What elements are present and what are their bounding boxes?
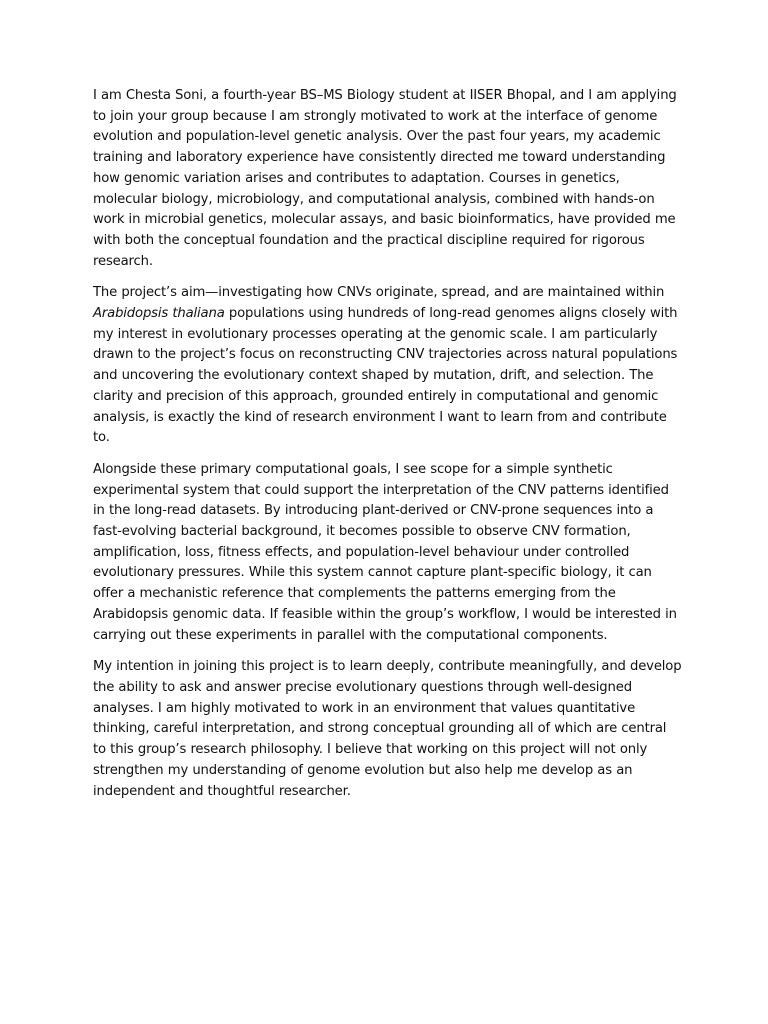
species-name-italic: Arabidopsis thaliana xyxy=(93,306,225,322)
letter-body xyxy=(93,86,683,813)
paragraph-experimental-system: Alongside these primary computational goals, I see scope for a simple synthetic experimental system that could support the interpretation of the CNV patterns identified in the long-read datasets. By introducing plant-derived or CNV-prone sequences into a fast-evolving bacterial background, it becomes possible to observe CNV formation, amplification, loss, fitness effects, and population-level behaviour under controlled evolutionary pressures. While this system cannot capture plant-specific biology, it can offer a mechanistic reference that complements the patterns emerging from the Arabidopsis genomic data. If feasible within the group’s workflow, I would be interested in carrying out these experiments in parallel with the computational components. xyxy=(93,461,677,643)
paragraph-project-aim-part1: The project’s aim—investigating how CNVs originate, spread, and are maintained within xyxy=(93,285,665,301)
paragraph-project-aim-part2: populations using hundreds of long-read genomes aligns closely with my interest in evolutionary processes operating at the genomic scale. I am particularly drawn to the project’s focus on reconstructing CNV trajectories across natural populations and uncovering the evolutionary context shaped by mutation, drift, and selection. The clarity and precision of this approach, grounded entirely in computational and genomic analysis, is exactly the kind of research environment I want to learn from and contribute to. xyxy=(93,306,678,446)
paragraph-project-aim xyxy=(93,283,683,449)
paragraph-intention: My intention in joining this project is to learn deeply, contribute meaningfully, and develop the ability to ask and answer precise evolutionary questions through well-designed analyses. I am highly motivated to work in an environment that values quantitative thinking, careful interpretation, and strong conceptual grounding all of which are central to this group’s research philosophy. I believe that working on this project will not only strengthen my understanding of genome evolution but also help me develop as an independent and thoughtful researcher. xyxy=(93,659,682,799)
paragraph-introduction: I am Chesta Soni, a fourth-year BS–MS Biology student at IISER Bhopal, and I am applying to join your group because I am strongly motivated to work at the interface of genome evolution and population-level genetic analysis. Over the past four years, my academic training and laboratory experience have consistently directed me toward understanding how genomic variation arises and contributes to adaptation. Courses in genetics, molecular biology, microbiology, and computational analysis, combined with hands-on work in microbial genetics, molecular assays, and basic bioinformatics, have provided me with both the conceptual foundation and the practical discipline required for rigorous research. xyxy=(93,88,677,269)
